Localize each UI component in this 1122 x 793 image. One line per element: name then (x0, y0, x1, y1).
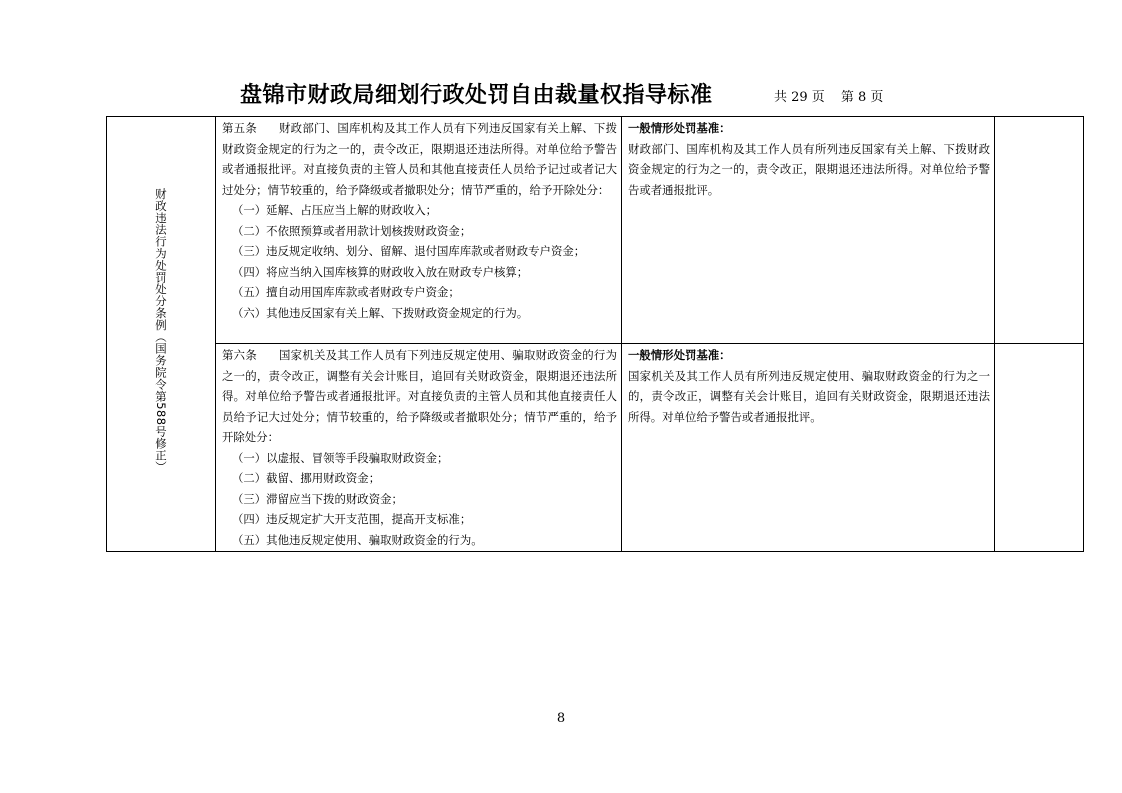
article-item: （五）擅自动用国库库款或者财政专户资金； (232, 285, 460, 299)
article-item: （四）将应当纳入国库核算的财政收入放在财政专户核算； (232, 264, 529, 279)
current-page: 第 8 页 (840, 90, 884, 105)
article-number: 第六条 (222, 348, 257, 362)
article-item: （六）其他违反国家有关上解、下拨财政资金规定的行为。 (232, 305, 529, 320)
article-item: （一）延解、占压应当上解的财政收入； (232, 203, 438, 217)
article-text (222, 118, 617, 200)
page-number: 8 (556, 711, 566, 726)
article-item: （三）违反规定收纳、划分、留解、退付国库库款或者财政专户资金； (232, 244, 586, 258)
article-item: （五）其他违反规定使用、骗取财政资金的行为。 (232, 532, 483, 547)
page-header (0, 78, 1122, 112)
penalty-basis-cell (622, 344, 995, 552)
law-name: 财政违法行为处罚处分条例（国务院令第588号修正） (154, 188, 168, 474)
law-name-cell (107, 117, 216, 552)
penalty-basis-heading: 一般情形处罚基准： (628, 121, 731, 135)
penalty-basis-heading: 一般情形处罚基准： (628, 348, 731, 362)
article-item: （三）滞留应当下拨的财政资金； (232, 491, 403, 506)
article-item: （二）不依照预算或者用款计划核拨财政资金； (232, 223, 472, 238)
article-body: 国家机关及其工作人员有下列违反规定使用、骗取财政资金的行为之一的，责令改正，调整有关会计账目，追回有关财政资金，限期退还违法所得。对单位给予警告或者通报批评。对直接负责的主管人员和其他直接责任人员给予记大过处分；情节较重的，给予降级或者撤职处分；情节严重的，给予开除处分： (222, 348, 617, 444)
article-item: （一）以虚报、冒领等手段骗取财政资金； (232, 450, 449, 465)
page-title: 盘锦市财政局细划行政处罚自由裁量权指导标准 (240, 83, 713, 108)
table-row (107, 117, 1084, 344)
penalty-basis-text: 国家机关及其工作人员有所列违反规定使用、骗取财政资金的行为之一的，责令改正，调整有关会计账目，追回有关财政资金，限期退还违法所得。对单位给予警告或者通报批评。 (628, 368, 990, 424)
article-item: （四）违反规定扩大开支范围，提高开支标准； (232, 512, 472, 526)
penalty-basis-text: 财政部门、国库机构及其工作人员有所列违反国家有关上解、下拨财政资金规定的行为之一的，责令改正，限期退还违法所得。对单位给予警告或者通报批评。 (628, 141, 990, 197)
remark-cell (995, 117, 1084, 344)
article-body: 财政部门、国库机构及其工作人员有下列违反国家有关上解、下拨财政资金规定的行为之一的，责令改正，限期退还违法所得。对单位给予警告或者通报批评。对直接负责的主管人员和其他直接责任人员给予记过或者记大过处分；情节较重的，给予降级或者撤职处分；情节严重的，给予开除处分： (222, 121, 617, 197)
article-text (222, 345, 617, 448)
page-count (774, 86, 899, 105)
total-pages: 共 29 页 (774, 90, 825, 105)
article-cell (216, 344, 622, 552)
table-row (107, 344, 1084, 552)
article-cell (216, 117, 622, 344)
article-item: （二）截留、挪用财政资金； (232, 471, 381, 485)
remark-cell (995, 344, 1084, 552)
standards-table (106, 116, 1084, 552)
article-number: 第五条 (222, 121, 257, 135)
penalty-basis-cell (622, 117, 995, 344)
